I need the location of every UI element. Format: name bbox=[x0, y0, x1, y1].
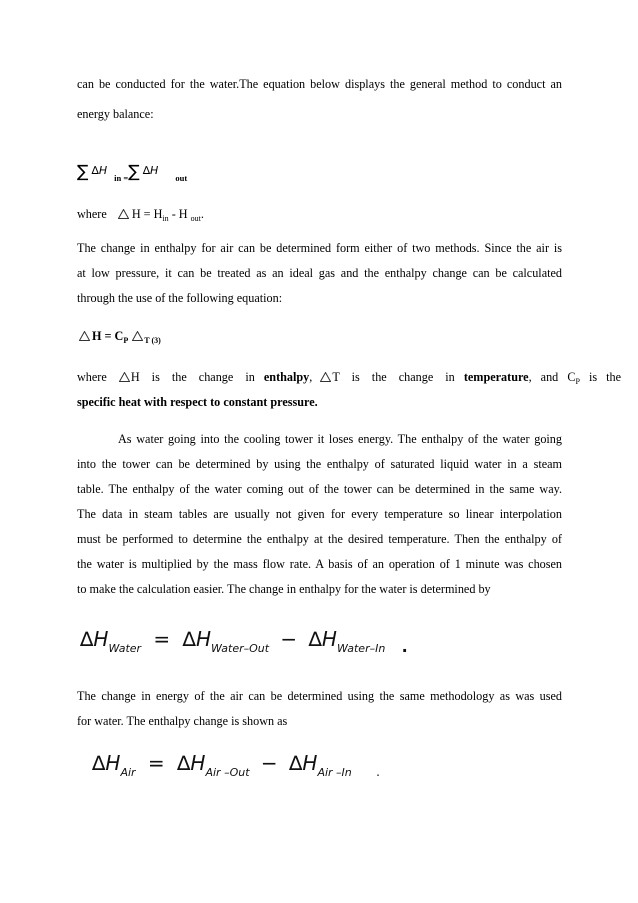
delta-triangle-icon bbox=[132, 331, 143, 341]
delta-h-symbol-2: ∆H bbox=[142, 164, 159, 177]
p3-text-c: T is the change in bbox=[332, 370, 455, 384]
eq4-term2-sub: Air –In bbox=[317, 766, 352, 779]
paragraph-1-line-1: can be conducted for the water.The equation below displays the general method to conduct an bbox=[77, 77, 562, 91]
where-period: . bbox=[200, 207, 204, 221]
paragraph-2-line-2: at low pressure, it can be treated as an ideal gas and the enthalpy change can be calculated bbox=[77, 266, 562, 280]
delta-triangle-icon bbox=[79, 331, 90, 341]
summation-symbol-2: ∑ bbox=[128, 162, 140, 182]
delta-h-symbol: ∆H bbox=[91, 164, 108, 177]
paragraph-4-line-2: into the tower can be determined by using the enthalpy of saturated liquid water in a steam bbox=[77, 457, 562, 471]
p3-temperature: temperature bbox=[463, 370, 529, 384]
water-enthalpy-equation: $\Delta H_{Water} = \Delta H_{Water-Out} - \Delta H_{Water-In}$ $_.$ bbox=[80, 627, 408, 656]
delta-triangle-icon bbox=[118, 209, 129, 219]
p3-text-e: is the bbox=[579, 370, 622, 384]
p3-where: where bbox=[77, 370, 107, 384]
where-minus-h: - H bbox=[168, 207, 191, 221]
eq1-in-label: in = bbox=[114, 173, 129, 183]
where-sub-in: in bbox=[162, 214, 169, 223]
where-word: where bbox=[77, 207, 107, 221]
where-h-equals: H = H bbox=[131, 207, 163, 221]
energy-balance-equation bbox=[77, 163, 187, 181]
paragraph-4-line-4: The data in steam tables are usually not given for every temperature so linear interpolation bbox=[77, 507, 562, 521]
eq2-h-equals-c: H = C bbox=[92, 329, 124, 343]
paragraph-4-line-6: the water is multiplied by the mass flow rate. A basis of an operation of 1 minute was chosen bbox=[77, 557, 562, 571]
eq3-period: . bbox=[401, 637, 408, 656]
paragraph-4-line-1: As water going into the cooling tower it loses energy. The enthalpy of the water going bbox=[118, 432, 562, 446]
paragraph-4-line-7: to make the calculation easier. The change in enthalpy for the water is determined by bbox=[77, 582, 491, 596]
paragraph-4-line-5: must be performed to determine the enthalpy at the desired temperature. Then the enthalpy of bbox=[77, 532, 562, 546]
p3-text-d: , and C bbox=[528, 370, 576, 384]
eq3-term1-sub: Water–Out bbox=[210, 642, 270, 655]
eq4-lhs-sub: Air bbox=[120, 766, 136, 779]
air-enthalpy-equation: $\Delta H_{Air} = \Delta H_{Air -Out} - \Delta H_{Air -In}$ $_.$ bbox=[92, 751, 380, 779]
paragraph-3-line-2: specific heat with respect to constant pressure. bbox=[77, 395, 318, 409]
eq2-sub-p: P bbox=[123, 336, 129, 345]
eq4-term1-sub: Air –Out bbox=[205, 766, 250, 779]
paragraph-4-line-3: table. The enthalpy of the water coming out of the tower can be determined in the same way. bbox=[77, 482, 562, 496]
p3-comma: , bbox=[309, 370, 313, 384]
enthalpy-equation bbox=[79, 328, 161, 349]
eq3-term2-sub: Water–In bbox=[336, 642, 386, 655]
where-sub-out: out bbox=[190, 214, 201, 223]
eq3-lhs-sub: Water bbox=[108, 642, 142, 655]
paragraph-3-line-1 bbox=[77, 369, 622, 390]
paragraph-5-line-1: The change in energy of the air can be determined using the same methodology as was used bbox=[77, 689, 562, 703]
eq4-period: . bbox=[376, 765, 380, 779]
eq2-t-label: T (3) bbox=[144, 336, 161, 345]
where-definition-line bbox=[77, 206, 204, 227]
paragraph-2-line-3: through the use of the following equation: bbox=[77, 291, 283, 305]
p3-sub-p: P bbox=[575, 377, 580, 386]
eq1-out-label: out bbox=[175, 173, 188, 183]
summation-symbol: ∑ bbox=[77, 162, 89, 182]
delta-triangle-icon bbox=[119, 372, 130, 382]
delta-triangle-icon bbox=[320, 372, 331, 382]
paragraph-1-line-2: energy balance: bbox=[77, 107, 154, 121]
paragraph-2-line-1: The change in enthalpy for air can be determined form either of two methods. Since the air is bbox=[77, 241, 562, 255]
paragraph-5-line-2: for water. The enthalpy change is shown as bbox=[77, 714, 288, 728]
p3-enthalpy: enthalpy bbox=[263, 370, 310, 384]
p3-text-a: H is the change in bbox=[130, 370, 255, 384]
